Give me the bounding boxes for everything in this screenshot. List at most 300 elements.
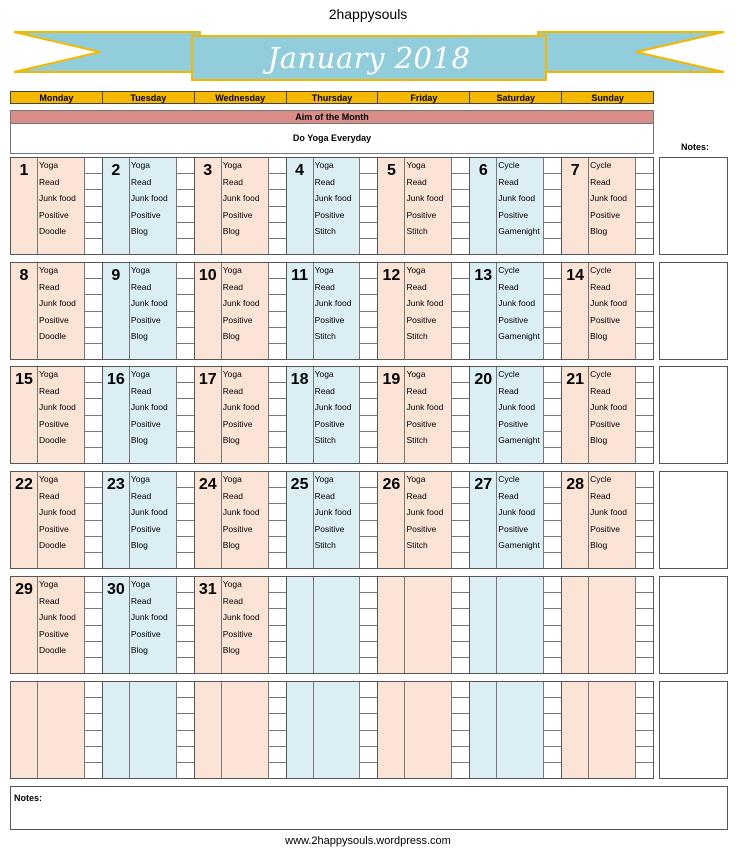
day-number: 15 bbox=[15, 371, 33, 388]
tracker-checkbox[interactable] bbox=[176, 279, 194, 295]
tracker-checkbox[interactable] bbox=[268, 399, 286, 415]
tracker-checkbox[interactable] bbox=[268, 553, 286, 568]
tracker-checkbox[interactable] bbox=[635, 537, 653, 553]
tracker-checkbox[interactable] bbox=[451, 577, 469, 593]
tracker-checkbox[interactable] bbox=[84, 367, 102, 383]
tracker-checkbox[interactable] bbox=[359, 488, 377, 504]
tracker-checkbox[interactable] bbox=[451, 158, 469, 174]
tracker-checkbox[interactable] bbox=[268, 239, 286, 254]
tracker-checkbox[interactable] bbox=[359, 190, 377, 206]
activity-list bbox=[405, 473, 450, 556]
tracker-checkbox[interactable] bbox=[543, 521, 561, 537]
tracker-checkbox[interactable] bbox=[635, 223, 653, 239]
tracker-checkbox[interactable] bbox=[635, 190, 653, 206]
tracker-checkbox[interactable] bbox=[451, 593, 469, 609]
tracker-checkbox[interactable] bbox=[176, 682, 194, 698]
tracker-checkbox[interactable] bbox=[84, 593, 102, 609]
tracker-checkbox[interactable] bbox=[176, 714, 194, 730]
tracker-checkbox[interactable] bbox=[84, 521, 102, 537]
tracker-checkbox[interactable] bbox=[635, 763, 653, 778]
tracker-checkbox[interactable] bbox=[543, 174, 561, 190]
tracker-checkbox[interactable] bbox=[543, 609, 561, 625]
tracker-checkbox[interactable] bbox=[176, 312, 194, 328]
tracker-checkbox[interactable] bbox=[359, 279, 377, 295]
tracker-checkbox[interactable] bbox=[84, 239, 102, 254]
tracker-checkbox[interactable] bbox=[451, 521, 469, 537]
tracker-checkbox[interactable] bbox=[84, 174, 102, 190]
day-number-column bbox=[103, 682, 130, 778]
tracker-checkbox[interactable] bbox=[635, 593, 653, 609]
tracker-checkbox[interactable] bbox=[359, 223, 377, 239]
tracker-checkbox[interactable] bbox=[176, 763, 194, 778]
tracker-checkbox[interactable] bbox=[176, 328, 194, 344]
tracker-checkbox[interactable] bbox=[359, 344, 377, 359]
tracker-checkbox[interactable] bbox=[84, 448, 102, 463]
checkbox-column bbox=[359, 472, 377, 568]
tracker-checkbox[interactable] bbox=[451, 537, 469, 553]
tracker-checkbox[interactable] bbox=[543, 731, 561, 747]
week-notes-box[interactable] bbox=[659, 576, 728, 674]
tracker-checkbox[interactable] bbox=[84, 344, 102, 359]
tracker-checkbox[interactable] bbox=[268, 731, 286, 747]
tracker-checkbox[interactable] bbox=[543, 383, 561, 399]
tracker-checkbox[interactable] bbox=[543, 658, 561, 673]
tracker-checkbox[interactable] bbox=[176, 295, 194, 311]
tracker-checkbox[interactable] bbox=[451, 731, 469, 747]
tracker-checkbox[interactable] bbox=[176, 537, 194, 553]
tracker-checkbox[interactable] bbox=[451, 488, 469, 504]
tracker-checkbox[interactable] bbox=[84, 609, 102, 625]
activity-list bbox=[222, 473, 267, 556]
day-number: 17 bbox=[198, 371, 217, 388]
tracker-checkbox[interactable] bbox=[451, 682, 469, 698]
activity-list bbox=[130, 264, 175, 347]
tracker-checkbox[interactable] bbox=[359, 698, 377, 714]
tracker-checkbox[interactable] bbox=[635, 504, 653, 520]
tracker-checkbox[interactable] bbox=[176, 174, 194, 190]
tracker-checkbox[interactable] bbox=[84, 504, 102, 520]
tracker-checkbox[interactable] bbox=[84, 383, 102, 399]
tracker-checkbox[interactable] bbox=[268, 344, 286, 359]
tracker-checkbox[interactable] bbox=[451, 763, 469, 778]
tracker-checkbox[interactable] bbox=[635, 698, 653, 714]
tracker-checkbox[interactable] bbox=[84, 416, 102, 432]
tracker-checkbox[interactable] bbox=[176, 416, 194, 432]
activity-list bbox=[589, 368, 634, 451]
tracker-checkbox[interactable] bbox=[268, 367, 286, 383]
tracker-checkbox[interactable] bbox=[359, 158, 377, 174]
activity-list bbox=[314, 368, 359, 451]
activity-label: Positive bbox=[222, 314, 253, 325]
activity-label: Doodle bbox=[39, 435, 66, 445]
activity-label: Blog bbox=[590, 226, 608, 236]
tracker-checkbox[interactable] bbox=[268, 295, 286, 311]
activity-label: Junk food bbox=[590, 298, 628, 308]
tracker-checkbox[interactable] bbox=[84, 626, 102, 642]
tracker-checkbox[interactable] bbox=[268, 279, 286, 295]
tracker-checkbox[interactable] bbox=[635, 553, 653, 568]
tracker-checkbox[interactable] bbox=[635, 472, 653, 488]
tracker-checkbox[interactable] bbox=[268, 537, 286, 553]
tracker-checkbox[interactable] bbox=[359, 714, 377, 730]
tracker-checkbox[interactable] bbox=[359, 747, 377, 763]
tracker-checkbox[interactable] bbox=[543, 263, 561, 279]
tracker-checkbox[interactable] bbox=[543, 312, 561, 328]
tracker-checkbox[interactable] bbox=[268, 312, 286, 328]
tracker-checkbox[interactable] bbox=[635, 521, 653, 537]
weekday-saturday: Saturday bbox=[470, 92, 562, 103]
tracker-checkbox[interactable] bbox=[635, 174, 653, 190]
tracker-checkbox[interactable] bbox=[635, 488, 653, 504]
week-notes-box[interactable] bbox=[659, 262, 728, 360]
checkbox-column bbox=[84, 158, 102, 254]
activity-label: Yoga bbox=[39, 369, 59, 379]
tracker-checkbox[interactable] bbox=[635, 747, 653, 763]
tracker-checkbox[interactable] bbox=[543, 577, 561, 593]
tracker-checkbox[interactable] bbox=[451, 504, 469, 520]
tracker-checkbox[interactable] bbox=[268, 263, 286, 279]
activity-list bbox=[314, 473, 359, 556]
tracker-checkbox[interactable] bbox=[359, 626, 377, 642]
tracker-checkbox[interactable] bbox=[359, 328, 377, 344]
day-cell bbox=[11, 472, 103, 568]
tracker-checkbox[interactable] bbox=[635, 367, 653, 383]
week-notes-box[interactable] bbox=[659, 366, 728, 464]
tracker-checkbox[interactable] bbox=[543, 714, 561, 730]
tracker-checkbox[interactable] bbox=[268, 472, 286, 488]
tracker-checkbox[interactable] bbox=[451, 312, 469, 328]
tracker-checkbox[interactable] bbox=[451, 207, 469, 223]
tracker-checkbox[interactable] bbox=[635, 158, 653, 174]
tracker-checkbox[interactable] bbox=[451, 747, 469, 763]
tracker-checkbox[interactable] bbox=[84, 472, 102, 488]
tracker-checkbox[interactable] bbox=[359, 432, 377, 448]
tracker-checkbox[interactable] bbox=[84, 432, 102, 448]
tracker-checkbox[interactable] bbox=[176, 642, 194, 658]
tracker-checkbox[interactable] bbox=[359, 593, 377, 609]
activity-label: Read bbox=[498, 385, 519, 396]
tracker-checkbox[interactable] bbox=[84, 553, 102, 568]
tracker-checkbox[interactable] bbox=[359, 174, 377, 190]
tracker-checkbox[interactable] bbox=[635, 295, 653, 311]
tracker-checkbox[interactable] bbox=[543, 472, 561, 488]
tracker-checkbox[interactable] bbox=[451, 714, 469, 730]
tracker-checkbox[interactable] bbox=[635, 714, 653, 730]
tracker-checkbox[interactable] bbox=[176, 698, 194, 714]
tracker-checkbox[interactable] bbox=[635, 609, 653, 625]
tracker-checkbox[interactable] bbox=[176, 609, 194, 625]
tracker-checkbox[interactable] bbox=[268, 682, 286, 698]
tracker-checkbox[interactable] bbox=[268, 609, 286, 625]
tracker-checkbox[interactable] bbox=[84, 642, 102, 658]
checkbox-column bbox=[268, 367, 286, 463]
tracker-checkbox[interactable] bbox=[84, 279, 102, 295]
tracker-checkbox[interactable] bbox=[176, 593, 194, 609]
tracker-checkbox[interactable] bbox=[543, 504, 561, 520]
tracker-checkbox[interactable] bbox=[268, 432, 286, 448]
tracker-checkbox[interactable] bbox=[268, 521, 286, 537]
week-notes-box[interactable] bbox=[659, 157, 728, 255]
tracker-checkbox[interactable] bbox=[176, 223, 194, 239]
tracker-checkbox[interactable] bbox=[359, 577, 377, 593]
tracker-checkbox[interactable] bbox=[84, 263, 102, 279]
tracker-checkbox[interactable] bbox=[84, 158, 102, 174]
activity-label: Read bbox=[222, 281, 244, 292]
tracker-checkbox[interactable] bbox=[359, 416, 377, 432]
tracker-checkbox[interactable] bbox=[451, 472, 469, 488]
tracker-checkbox[interactable] bbox=[451, 190, 469, 206]
day-number: 8 bbox=[19, 267, 29, 284]
tracker-checkbox[interactable] bbox=[635, 383, 653, 399]
weekday-sunday: Sunday bbox=[562, 92, 653, 103]
bottom-notes-box[interactable] bbox=[10, 786, 728, 830]
tracker-checkbox[interactable] bbox=[84, 223, 102, 239]
tracker-checkbox[interactable] bbox=[635, 344, 653, 359]
activity-label: Positive bbox=[314, 523, 345, 534]
tracker-checkbox[interactable] bbox=[84, 399, 102, 415]
tracker-checkbox[interactable] bbox=[84, 658, 102, 673]
tracker-checkbox[interactable] bbox=[176, 504, 194, 520]
week-notes-box[interactable] bbox=[659, 471, 728, 569]
tracker-checkbox[interactable] bbox=[176, 207, 194, 223]
tracker-checkbox[interactable] bbox=[268, 577, 286, 593]
tracker-checkbox[interactable] bbox=[176, 731, 194, 747]
tracker-checkbox[interactable] bbox=[543, 279, 561, 295]
tracker-checkbox[interactable] bbox=[543, 537, 561, 553]
tracker-checkbox[interactable] bbox=[268, 190, 286, 206]
aim-text[interactable]: Do Yoga Everyday bbox=[10, 124, 654, 154]
week-row bbox=[10, 681, 654, 779]
tracker-checkbox[interactable] bbox=[176, 399, 194, 415]
tracker-checkbox[interactable] bbox=[176, 658, 194, 673]
tracker-checkbox[interactable] bbox=[451, 367, 469, 383]
tracker-checkbox[interactable] bbox=[359, 609, 377, 625]
tracker-checkbox[interactable] bbox=[359, 263, 377, 279]
tracker-checkbox[interactable] bbox=[268, 504, 286, 520]
tracker-checkbox[interactable] bbox=[84, 328, 102, 344]
tracker-checkbox[interactable] bbox=[635, 279, 653, 295]
tracker-checkbox[interactable] bbox=[543, 642, 561, 658]
tracker-checkbox[interactable] bbox=[451, 609, 469, 625]
day-cell bbox=[562, 682, 653, 778]
tracker-checkbox[interactable] bbox=[451, 626, 469, 642]
tracker-checkbox[interactable] bbox=[543, 207, 561, 223]
tracker-checkbox[interactable] bbox=[635, 626, 653, 642]
tracker-checkbox[interactable] bbox=[635, 263, 653, 279]
tracker-checkbox[interactable] bbox=[84, 682, 102, 698]
tracker-checkbox[interactable] bbox=[268, 763, 286, 778]
tracker-checkbox[interactable] bbox=[268, 747, 286, 763]
activity-label: Read bbox=[498, 490, 519, 501]
tracker-checkbox[interactable] bbox=[543, 747, 561, 763]
tracker-checkbox[interactable] bbox=[543, 344, 561, 359]
tracker-checkbox[interactable] bbox=[268, 698, 286, 714]
tracker-checkbox[interactable] bbox=[268, 658, 286, 673]
tracker-checkbox[interactable] bbox=[176, 472, 194, 488]
tracker-checkbox[interactable] bbox=[543, 626, 561, 642]
tracker-checkbox[interactable] bbox=[84, 207, 102, 223]
tracker-checkbox[interactable] bbox=[176, 448, 194, 463]
tracker-checkbox[interactable] bbox=[84, 190, 102, 206]
tracker-checkbox[interactable] bbox=[84, 312, 102, 328]
tracker-checkbox[interactable] bbox=[451, 174, 469, 190]
tracker-checkbox[interactable] bbox=[176, 626, 194, 642]
tracker-checkbox[interactable] bbox=[451, 658, 469, 673]
tracker-checkbox[interactable] bbox=[359, 472, 377, 488]
activity-label: Positive bbox=[590, 418, 620, 429]
tracker-checkbox[interactable] bbox=[359, 295, 377, 311]
tracker-checkbox[interactable] bbox=[451, 239, 469, 254]
tracker-checkbox[interactable] bbox=[84, 537, 102, 553]
tracker-checkbox[interactable] bbox=[635, 312, 653, 328]
tracker-checkbox[interactable] bbox=[543, 593, 561, 609]
tracker-checkbox[interactable] bbox=[176, 553, 194, 568]
tracker-checkbox[interactable] bbox=[543, 553, 561, 568]
tracker-checkbox[interactable] bbox=[176, 488, 194, 504]
tracker-checkbox[interactable] bbox=[84, 747, 102, 763]
tracker-checkbox[interactable] bbox=[268, 626, 286, 642]
tracker-checkbox[interactable] bbox=[635, 448, 653, 463]
tracker-checkbox[interactable] bbox=[635, 731, 653, 747]
tracker-checkbox[interactable] bbox=[543, 682, 561, 698]
tracker-checkbox[interactable] bbox=[268, 593, 286, 609]
tracker-checkbox[interactable] bbox=[268, 383, 286, 399]
tracker-checkbox[interactable] bbox=[451, 263, 469, 279]
day-cell bbox=[378, 682, 470, 778]
tracker-checkbox[interactable] bbox=[543, 223, 561, 239]
activity-label: Junk food bbox=[498, 507, 536, 517]
tracker-checkbox[interactable] bbox=[359, 537, 377, 553]
tracker-checkbox[interactable] bbox=[635, 658, 653, 673]
tracker-checkbox[interactable] bbox=[451, 383, 469, 399]
tracker-checkbox[interactable] bbox=[635, 399, 653, 415]
tracker-checkbox[interactable] bbox=[543, 158, 561, 174]
tracker-checkbox[interactable] bbox=[176, 190, 194, 206]
tracker-checkbox[interactable] bbox=[268, 223, 286, 239]
tracker-checkbox[interactable] bbox=[543, 328, 561, 344]
tracker-checkbox[interactable] bbox=[635, 432, 653, 448]
tracker-checkbox[interactable] bbox=[359, 312, 377, 328]
tracker-checkbox[interactable] bbox=[268, 488, 286, 504]
tracker-checkbox[interactable] bbox=[268, 328, 286, 344]
tracker-checkbox[interactable] bbox=[359, 521, 377, 537]
tracker-checkbox[interactable] bbox=[451, 344, 469, 359]
activity-list bbox=[314, 264, 359, 347]
tracker-checkbox[interactable] bbox=[543, 488, 561, 504]
checkbox-column bbox=[176, 472, 194, 568]
tracker-checkbox[interactable] bbox=[268, 158, 286, 174]
tracker-checkbox[interactable] bbox=[359, 763, 377, 778]
week-row bbox=[10, 576, 654, 674]
tracker-checkbox[interactable] bbox=[84, 731, 102, 747]
tracker-checkbox[interactable] bbox=[176, 521, 194, 537]
tracker-checkbox[interactable] bbox=[543, 367, 561, 383]
tracker-checkbox[interactable] bbox=[176, 747, 194, 763]
tracker-checkbox[interactable] bbox=[451, 553, 469, 568]
tracker-checkbox[interactable] bbox=[543, 190, 561, 206]
tracker-checkbox[interactable] bbox=[359, 383, 377, 399]
tracker-checkbox[interactable] bbox=[359, 207, 377, 223]
activity-label: Doodle bbox=[39, 540, 66, 550]
tracker-checkbox[interactable] bbox=[451, 432, 469, 448]
tracker-checkbox[interactable] bbox=[176, 239, 194, 254]
tracker-checkbox[interactable] bbox=[359, 642, 377, 658]
tracker-checkbox[interactable] bbox=[359, 504, 377, 520]
tracker-checkbox[interactable] bbox=[543, 448, 561, 463]
day-number: 26 bbox=[382, 476, 401, 493]
tracker-checkbox[interactable] bbox=[635, 577, 653, 593]
tracker-checkbox[interactable] bbox=[176, 577, 194, 593]
tracker-checkbox[interactable] bbox=[268, 174, 286, 190]
tracker-checkbox[interactable] bbox=[543, 416, 561, 432]
tracker-checkbox[interactable] bbox=[268, 448, 286, 463]
tracker-checkbox[interactable] bbox=[451, 416, 469, 432]
tracker-checkbox[interactable] bbox=[543, 399, 561, 415]
tracker-checkbox[interactable] bbox=[268, 416, 286, 432]
tracker-checkbox[interactable] bbox=[451, 448, 469, 463]
tracker-checkbox[interactable] bbox=[84, 763, 102, 778]
tracker-checkbox[interactable] bbox=[176, 383, 194, 399]
tracker-checkbox[interactable] bbox=[84, 488, 102, 504]
tracker-checkbox[interactable] bbox=[635, 239, 653, 254]
tracker-checkbox[interactable] bbox=[451, 399, 469, 415]
tracker-checkbox[interactable] bbox=[635, 416, 653, 432]
month-title: January 2018 bbox=[267, 41, 471, 75]
tracker-checkbox[interactable] bbox=[543, 763, 561, 778]
activity-label: Read bbox=[39, 176, 60, 187]
tracker-checkbox[interactable] bbox=[359, 658, 377, 673]
day-number: 1 bbox=[19, 162, 29, 179]
tracker-checkbox[interactable] bbox=[359, 399, 377, 415]
tracker-checkbox[interactable] bbox=[451, 295, 469, 311]
tracker-checkbox[interactable] bbox=[635, 328, 653, 344]
tracker-checkbox[interactable] bbox=[635, 682, 653, 698]
tracker-checkbox[interactable] bbox=[84, 577, 102, 593]
tracker-checkbox[interactable] bbox=[451, 642, 469, 658]
tracker-checkbox[interactable] bbox=[359, 553, 377, 568]
tracker-checkbox[interactable] bbox=[359, 448, 377, 463]
tracker-checkbox[interactable] bbox=[176, 344, 194, 359]
checkbox-column bbox=[176, 158, 194, 254]
tracker-checkbox[interactable] bbox=[359, 367, 377, 383]
tracker-checkbox[interactable] bbox=[543, 295, 561, 311]
tracker-checkbox[interactable] bbox=[451, 223, 469, 239]
week-notes-box[interactable] bbox=[659, 681, 728, 779]
tracker-checkbox[interactable] bbox=[359, 731, 377, 747]
tracker-checkbox[interactable] bbox=[84, 698, 102, 714]
tracker-checkbox[interactable] bbox=[543, 239, 561, 254]
tracker-checkbox[interactable] bbox=[176, 432, 194, 448]
tracker-checkbox[interactable] bbox=[268, 642, 286, 658]
tracker-checkbox[interactable] bbox=[543, 698, 561, 714]
tracker-checkbox[interactable] bbox=[268, 207, 286, 223]
tracker-checkbox[interactable] bbox=[84, 714, 102, 730]
tracker-checkbox[interactable] bbox=[451, 328, 469, 344]
tracker-checkbox[interactable] bbox=[176, 158, 194, 174]
tracker-checkbox[interactable] bbox=[268, 714, 286, 730]
tracker-checkbox[interactable] bbox=[451, 698, 469, 714]
activity-label: Junk food bbox=[498, 193, 536, 203]
tracker-checkbox[interactable] bbox=[84, 295, 102, 311]
tracker-checkbox[interactable] bbox=[635, 207, 653, 223]
tracker-checkbox[interactable] bbox=[635, 642, 653, 658]
tracker-checkbox[interactable] bbox=[451, 279, 469, 295]
tracker-checkbox[interactable] bbox=[359, 682, 377, 698]
tracker-checkbox[interactable] bbox=[543, 432, 561, 448]
tracker-checkbox[interactable] bbox=[176, 263, 194, 279]
tracker-checkbox[interactable] bbox=[176, 367, 194, 383]
tracker-checkbox[interactable] bbox=[359, 239, 377, 254]
